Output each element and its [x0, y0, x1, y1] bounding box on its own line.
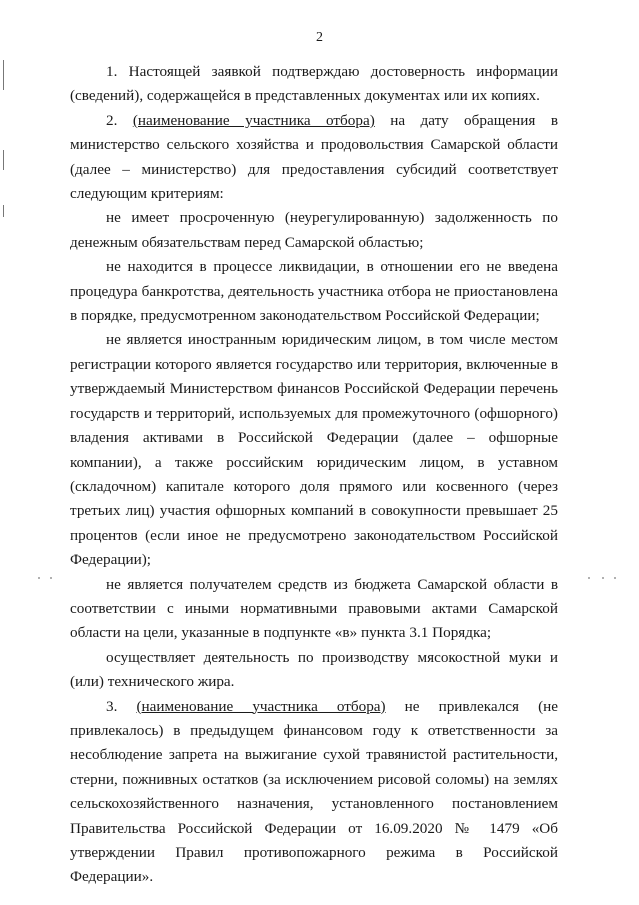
document-body [70, 60, 558, 890]
paragraph-2-text: на дату обращения в министерство сельского хозяйства и продовольствия Самарской области (далее – министерство) для предоставления субсидий соответствует следующим критериям: [70, 111, 558, 203]
criterion-no-debt: не имеет просроченную (неурегулированную) задолженность по денежным обязательствам перед Самарской областью; [70, 209, 558, 251]
scan-edge-mark [3, 205, 4, 217]
paragraph-3-number: 3. [106, 697, 137, 715]
scan-edge-mark [3, 60, 4, 90]
scan-dot [602, 577, 604, 579]
paragraph-2-number: 2. [106, 111, 133, 129]
criterion-not-recipient: не является получателем средств из бюджета Самарской области в соответствии с иными нормативными правовыми актами Самарской области на цели, указанные в подпункте «в» пункта 3.1 Порядка; [70, 575, 558, 642]
scan-dot [50, 577, 52, 579]
paragraph-2 [70, 109, 558, 207]
criterion-no-liquidation: не находится в процессе ликвидации, в отношении его не введена процедура банкротства, деятельность участника отбора не приостановлена в порядке, предусмотренном законодательством Российской Федерации; [70, 258, 558, 325]
scan-dot [588, 577, 590, 579]
paragraph-1: 1. Настоящей заявкой подтверждаю достоверность информации (сведений), содержащейся в представленных документах или их копиях. [70, 63, 558, 105]
paragraph-3-text: не привлекался (не привлекалось) в предыдущем финансовом году к ответственности за несоблюдение запрета на выжигание сухой травянистой растительности, стерни, пожнивных остатков (за исключением рисовой соломы) на землях сельскохозяйственного назначения, установленного постановлением Правительства Российской Федерации от 16.09.2020 № 1479 «Об утверждении Правил противопожарного режима в Российской Федерации». [70, 697, 559, 886]
participant-name-placeholder: (наименование участника отбора) [132, 111, 375, 129]
page-number: 2 [316, 30, 323, 45]
participant-name-placeholder: (наименование участника отбора) [136, 697, 386, 715]
criterion-activity: осуществляет деятельность по производству мясокостной муки и (или) технического жира. [70, 648, 558, 691]
criterion-not-foreign: не является иностранным юридическим лицом, в том числе местом регистрации которого является государство или территория, включенные в утверждаемый Министерством финансов Российской Федерации перечень государств и территорий, используемых для промежуточного (офшорного) владения активами в Российской Федерации (далее – офшорные компании), а также российским юридическим лицом, в уставном (складочном) капитале которого доля прямого или косвенного (через третьих лиц) участия офшорных компаний в совокупности превышает 25 процентов (если иное не предусмотрено законодательством Российской Федерации); [70, 331, 558, 569]
scan-dot [38, 577, 40, 579]
scan-dot [614, 577, 616, 579]
paragraph-3 [70, 695, 558, 890]
scan-edge-mark [3, 150, 4, 170]
